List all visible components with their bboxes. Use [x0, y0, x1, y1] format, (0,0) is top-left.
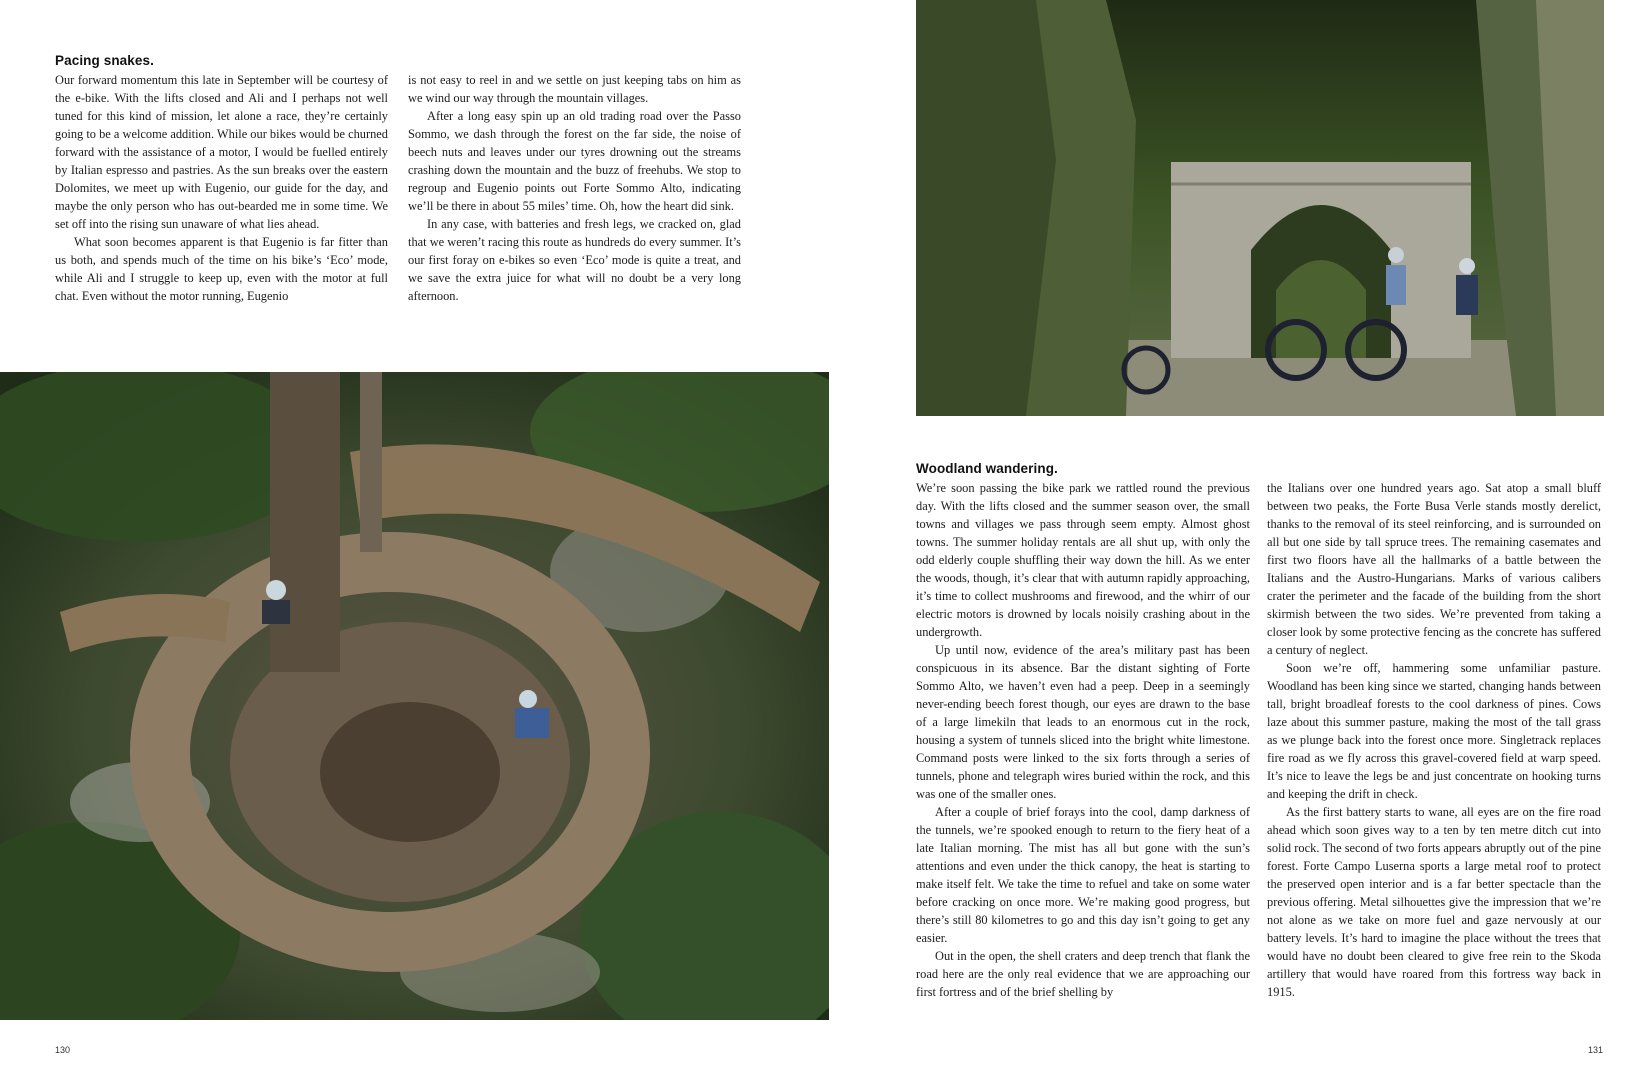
- page-number-right: 131: [1588, 1045, 1604, 1055]
- paragraph: After a couple of brief forays into the cool, damp darkness of the tunnels, we’re spooked enough to return to the fiery heat of a late Italian morning. The mist has all but gone with the sun’s attentions and even under the thick canopy, the heat is starting to make itself felt. We take the time to refuel and take on some water before cracking on once more. We’re making good progress, but there’s still 80 kilometres to go and this day isn’t going to get any easier.: [916, 805, 1250, 945]
- paragraph: What soon becomes apparent is that Eugenio is far fitter than us both, and spends much of the time on his bike’s ‘Eco’ mode, while Ali and I struggle to keep up, even with the motor at full chat. Even without the motor running, Eugenio: [55, 235, 388, 303]
- paragraph: In any case, with batteries and fresh legs, we cracked on, glad that we weren’t racing this route as hundreds do every summer. It’s our first foray on e-bikes so even ‘Eco’ mode is quite a treat, and we save the extra juice for what will no doubt be a very long afternoon.: [408, 217, 741, 303]
- paragraph: is not easy to reel in and we settle on just keeping tabs on him as we wind our way through the mountain villages.: [408, 73, 741, 105]
- paragraph: the Italians over one hundred years ago. Sat atop a small bluff between two peaks, the Forte Busa Verle stands mostly derelict, thanks to the removal of its steel reinforcing, and is surrounded on all but one side by tall spruce trees. The remaining casemates and first two floors have all the hallmarks of a battle between the Italians and the Austro-Hungarians. Marks of various calibers crater the perimeter and the facade of the building from the short skirmish between the two sides. We’re prevented from taking a closer look by some protective fencing as the concrete has suffered a century of neglect.: [1267, 481, 1601, 657]
- paragraph: We’re soon passing the bike park we rattled round the previous day. With the lifts closed and the summer season over, the small towns and villages we pass through seem empty. Almost ghost towns. The summer holiday rentals are all shut up, with only the odd elderly couple shuffling their way down the hill. As we enter the woods, though, it’s clear that with autumn rapidly approaching, it’s time to collect mushrooms and firewood, and the whirr of our electric motors is drowned by locals noisily crashing about in the undergrowth.: [916, 481, 1250, 639]
- heading-pacing-snakes: Pacing snakes.: [55, 53, 154, 68]
- paragraph: Our forward momentum this late in September will be courtesy of the e-bike. With the lifts closed and Ali and I perhaps not well tuned for this kind of mission, let alone a race, they’re certainly going to be a welcome addition. While our bikes would be churned forward with the assistance of a motor, I would be fuelled entirely by Italian espresso and pastries. As the sun breaks over the eastern Dolomites, we meet up with Eugenio, our guide for the day, and maybe the only person who has out-bearded me in some time. We set off into the rising sun unaware of what lies ahead.: [55, 73, 388, 231]
- right-column-1: [916, 479, 1250, 1001]
- paragraph: As the first battery starts to wane, all eyes are on the fire road ahead which soon gives way to a ten by ten metre ditch cut into solid rock. The second of two forts appears abruptly out of the pine forest. Forte Campo Luserna sports a large metal roof to protect the preserved open interior and is a far better spectacle than the previous offering. Metal silhouettes give the impression that we’re not alone as we take on more fuel and gaze nervously at our battery levels. It’s hard to imagine the place without the trees that would have no doubt been cleared to give free rein to the Skoda artillery that would have roared from this fortress way back in 1915.: [1267, 805, 1601, 999]
- boardwalk-spiral-photo: [0, 372, 829, 1020]
- page-number-left: 130: [55, 1045, 71, 1055]
- paragraph: Soon we’re off, hammering some unfamiliar pasture. Woodland has been king since we started, changing hands between tall, bright broadleaf forests to the cool darkness of pines. Cows laze about this summer pasture, making the most of the tall grass as we plunge back into the forest once more. Singletrack replaces fire road as we fly across this gravel-covered field at warp speed. It’s nice to leave the legs be and just concentrate on hooking turns and keeping the drift in check.: [1267, 661, 1601, 801]
- paragraph: Out in the open, the shell craters and deep trench that flank the road here are the only real evidence that we are approaching our first fortress and of the brief shelling by: [916, 949, 1250, 999]
- paragraph: After a long easy spin up an old trading road over the Passo Sommo, we dash through the forest on the far side, the noise of beech nuts and leaves under our tyres drowning out the streams crashing down the mountain and the buzz of freehubs. We stop to regroup and Eugenio points out Forte Sommo Alto, indicating we’ll be there in about 55 miles’ time. Oh, how the heart did sink.: [408, 109, 741, 213]
- right-column-2: [1267, 479, 1601, 1001]
- fort-ruins-photo: [916, 0, 1604, 416]
- left-column-1: [55, 71, 388, 305]
- heading-woodland-wandering: Woodland wandering.: [916, 461, 1058, 476]
- left-column-2: [408, 71, 741, 305]
- paragraph: Up until now, evidence of the area’s military past has been conspicuous in its absence. Bar the distant sighting of Forte Sommo Alto, we haven’t even had a peep. Deep in a seemingly never-ending beech forest though, our eyes are drawn to the base of a large limekiln that leads to an enormous cut in the rock, housing a system of tunnels sliced into the bright white limestone. Command posts were linked to the six forts through a series of tunnels, phone and telegraph wires buried within the rock, and this was one of the smaller ones.: [916, 643, 1250, 801]
